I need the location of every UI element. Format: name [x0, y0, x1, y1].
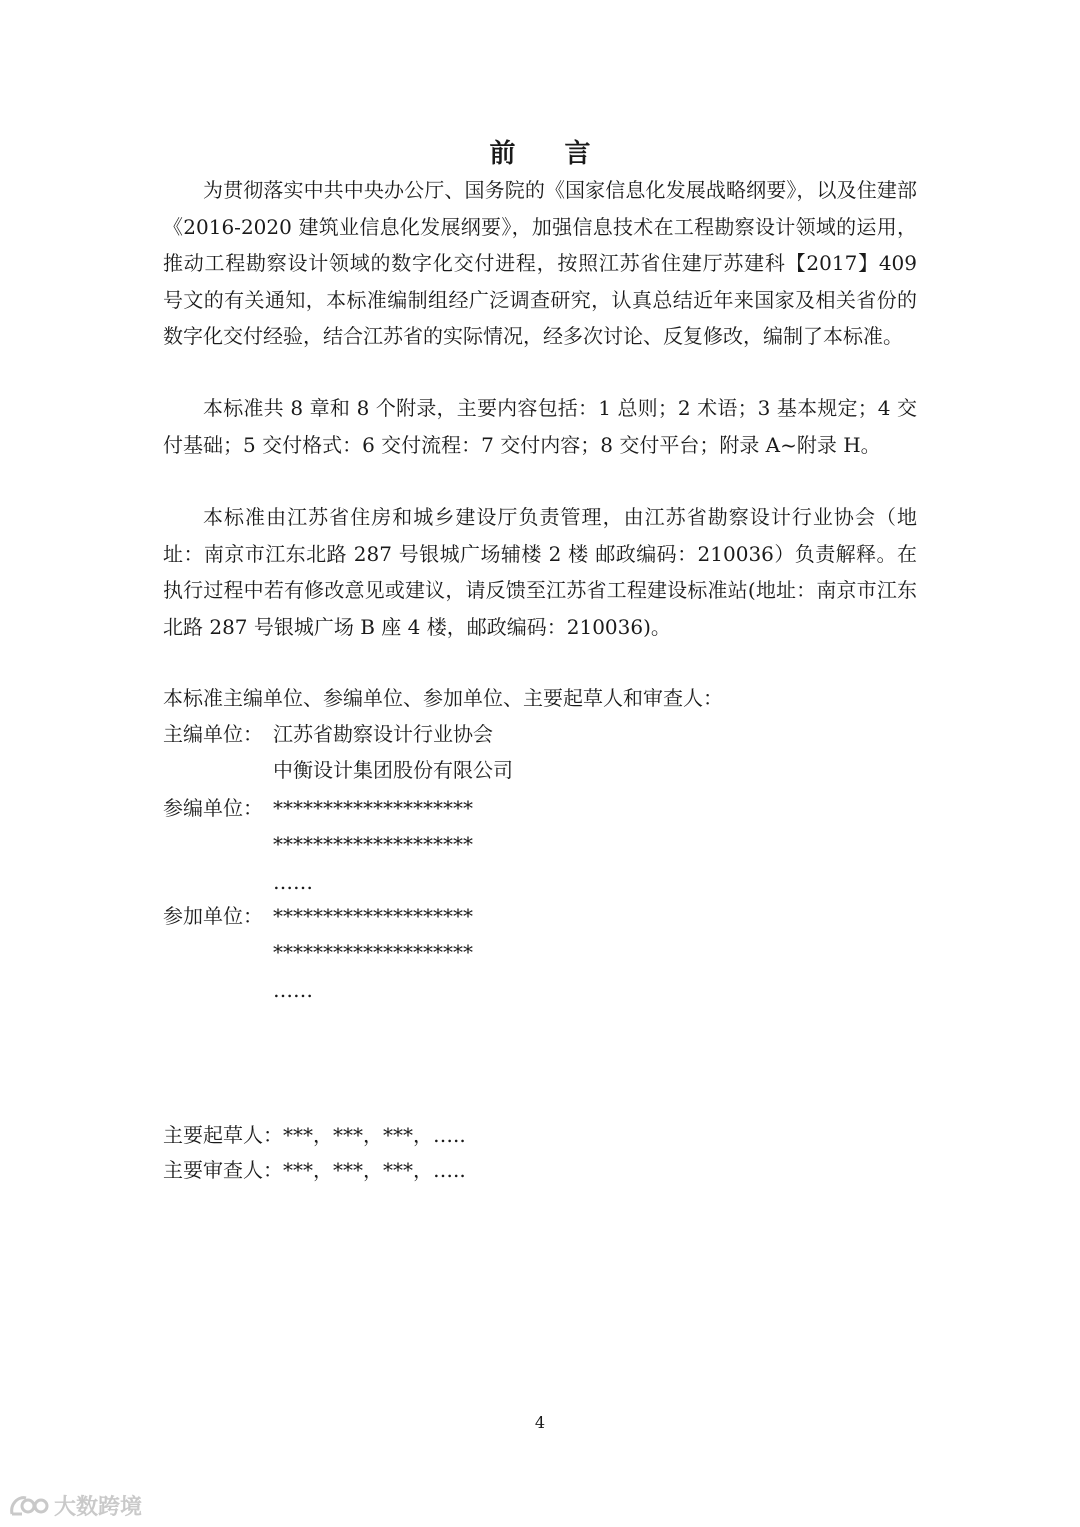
- watermark: [8, 1490, 142, 1521]
- chief-editor-unit: 中衡设计集团股份有限公司: [273, 758, 513, 782]
- preface-paragraph-1: 为贯彻落实中共中央办公厅、国务院的《国家信息化发展战略纲要》，以及住建部《2016-2020 建筑业信息化发展纲要》，加强信息技术在工程勘察设计领域的运用，推动工程勘察设计领域的数字化交付进程，按照江苏省住建厅苏建科【2017】409 号文的有关通知，本标准编制组经广泛调查研究，认真总结近年来国家及相关省份的数字化交付经验，结合江苏省的实际情况，经多次讨论、反复修改，编制了本标准。: [163, 178, 917, 348]
- preface-paragraph-2: 本标准共 8 章和 8 个附录，主要内容包括：1 总则；2 术语；3 基本规定；4 交付基础；5 交付格式：6 交付流程：7 交付内容；8 交付平台；附录 A~附录 H。: [163, 396, 917, 457]
- watermark-text: 大数跨境: [54, 1495, 143, 1520]
- drafters-line: 主要起草人：***，***，***，…..: [163, 1123, 466, 1147]
- reviewers-line: 主要审查人：***，***，***，…..: [163, 1158, 466, 1182]
- participant-unit: ********************: [273, 904, 473, 928]
- page-number: 4: [534, 1413, 546, 1432]
- units-heading: 本标准主编单位、参编单位、参加单位、主要起草人和审查人：: [163, 686, 723, 710]
- page-title: 前 言: [489, 139, 611, 169]
- co-editor-ellipsis: ……: [273, 870, 313, 894]
- watermark-logo-icon: [8, 1492, 50, 1520]
- chief-editor-unit: 江苏省勘察设计行业协会: [273, 722, 493, 746]
- participant-unit: ********************: [273, 940, 473, 964]
- preface-paragraph-3: 本标准由江苏省住房和城乡建设厅负责管理，由江苏省勘察设计行业协会（地址：南京市江东北路 287 号银城广场辅楼 2 楼 邮政编码：210036）负责解释。在执行过程中若有修改意见或建议，请反馈至江苏省工程建设标准站(地址：南京市江东北路 287 号银城广场 B 座 4 楼，邮政编码：210036)。: [163, 505, 917, 639]
- co-editor-label: 参编单位：: [163, 796, 263, 820]
- co-editor-unit: ********************: [273, 796, 473, 820]
- co-editor-unit: ********************: [273, 832, 473, 856]
- participant-ellipsis: ……: [273, 978, 313, 1002]
- chief-editor-label: 主编单位：: [163, 722, 263, 746]
- participant-label: 参加单位：: [163, 904, 263, 928]
